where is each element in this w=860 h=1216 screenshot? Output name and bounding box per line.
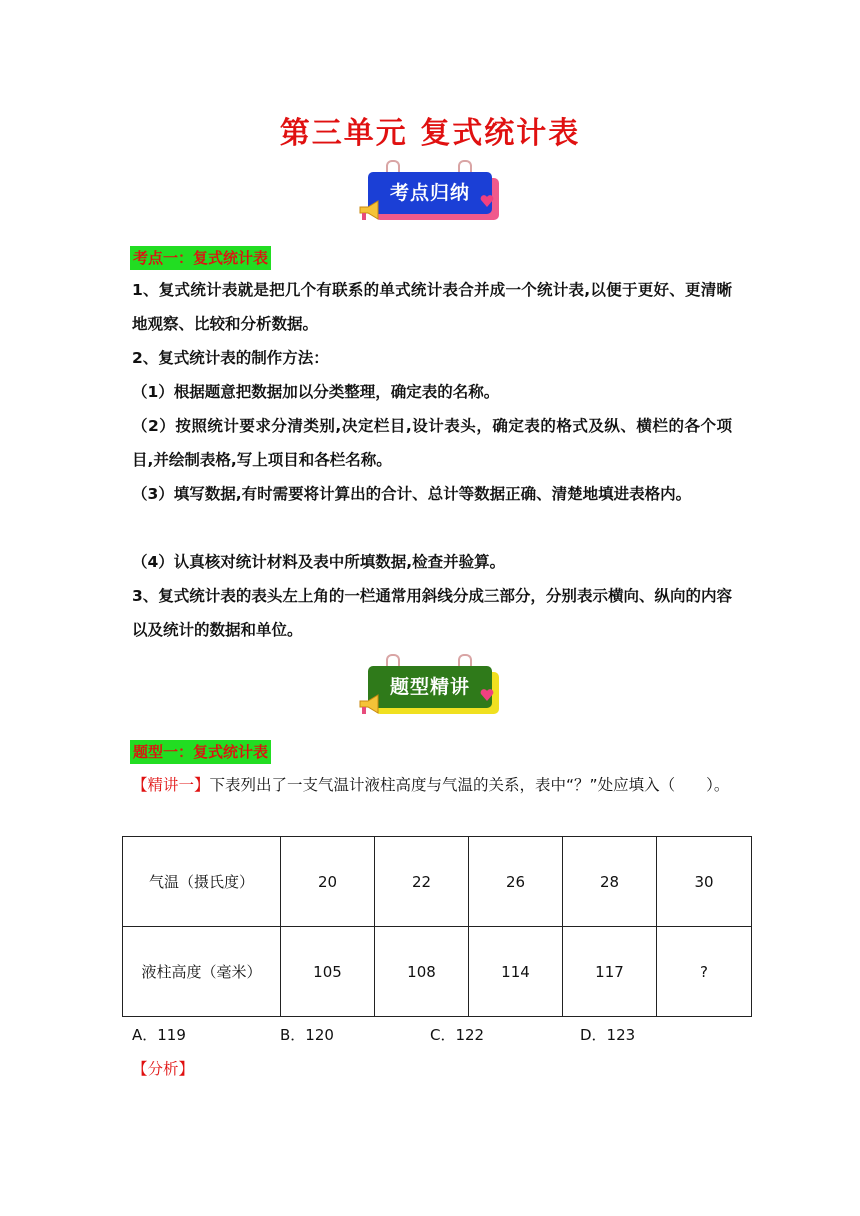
heart-icon: [480, 688, 494, 702]
paragraph-4: （2）按照统计要求分清类别,决定栏目,设计表头，确定表的格式及纵、横栏的各个项目,并绘制表格,写上项目和各栏名称。: [132, 417, 732, 469]
analysis-label: 【分析】: [132, 1060, 195, 1078]
option-c: C．122: [430, 1026, 485, 1044]
megaphone-icon: [356, 692, 382, 718]
paragraph-6: （4）认真核对统计材料及表中所填数据,检查并验算。: [132, 553, 506, 571]
table-cell: 114: [469, 927, 563, 1017]
table-cell: 22: [375, 837, 469, 927]
option-a: A．119: [132, 1026, 186, 1044]
table-row: [123, 837, 752, 927]
option-d: D．123: [580, 1026, 636, 1044]
table-cell: ?: [657, 927, 752, 1017]
table-row: [123, 927, 752, 1017]
table-cell: 117: [563, 927, 657, 1017]
table-cell: 30: [657, 837, 752, 927]
option-b: B．120: [280, 1026, 334, 1044]
example-text: 下表列出了一支气温计液柱高度与气温的关系，表中“？”处应填入（ ）。: [209, 776, 730, 794]
data-table: [122, 836, 752, 1017]
paragraph-5: （3）填写数据,有时需要将计算出的合计、总计等数据正确、清楚地填进表格内。: [132, 485, 692, 503]
megaphone-icon: [356, 198, 382, 224]
badge-label: 考点归纳: [368, 172, 492, 214]
heart-icon: [480, 194, 494, 208]
paragraph-7: 3、复式统计表的表头左上角的一栏通常用斜线分成三部分，分别表示横向、纵向的内容以及统计的数据和单位。: [132, 587, 732, 639]
row-header: 液柱高度（毫米）: [123, 927, 281, 1017]
example-question: [132, 768, 732, 802]
kaodian-tag: 考点一：复式统计表: [130, 246, 271, 270]
badge-label: 题型精讲: [368, 666, 492, 708]
page-title: 第三单元 复式统计表: [279, 116, 581, 151]
row-header: 气温（摄氏度）: [123, 837, 281, 927]
badge-tixing: [356, 654, 516, 726]
paragraph-3: （1）根据题意把数据加以分类整理，确定表的名称。: [132, 383, 500, 401]
table-cell: 105: [281, 927, 375, 1017]
badge-kaodian: [356, 160, 516, 232]
table-cell: 108: [375, 927, 469, 1017]
table-cell: 26: [469, 837, 563, 927]
example-label: 【精讲一】: [132, 776, 210, 794]
table-cell: 28: [563, 837, 657, 927]
tixing-tag: 题型一：复式统计表: [130, 740, 271, 764]
answer-options: [132, 1024, 732, 1046]
paragraph-1: 1、复式统计表就是把几个有联系的单式统计表合并成一个统计表,以便于更好、更清晰地观察、比较和分析数据。: [132, 281, 732, 333]
paragraph-2: 2、复式统计表的制作方法：: [132, 349, 329, 367]
table-cell: 20: [281, 837, 375, 927]
